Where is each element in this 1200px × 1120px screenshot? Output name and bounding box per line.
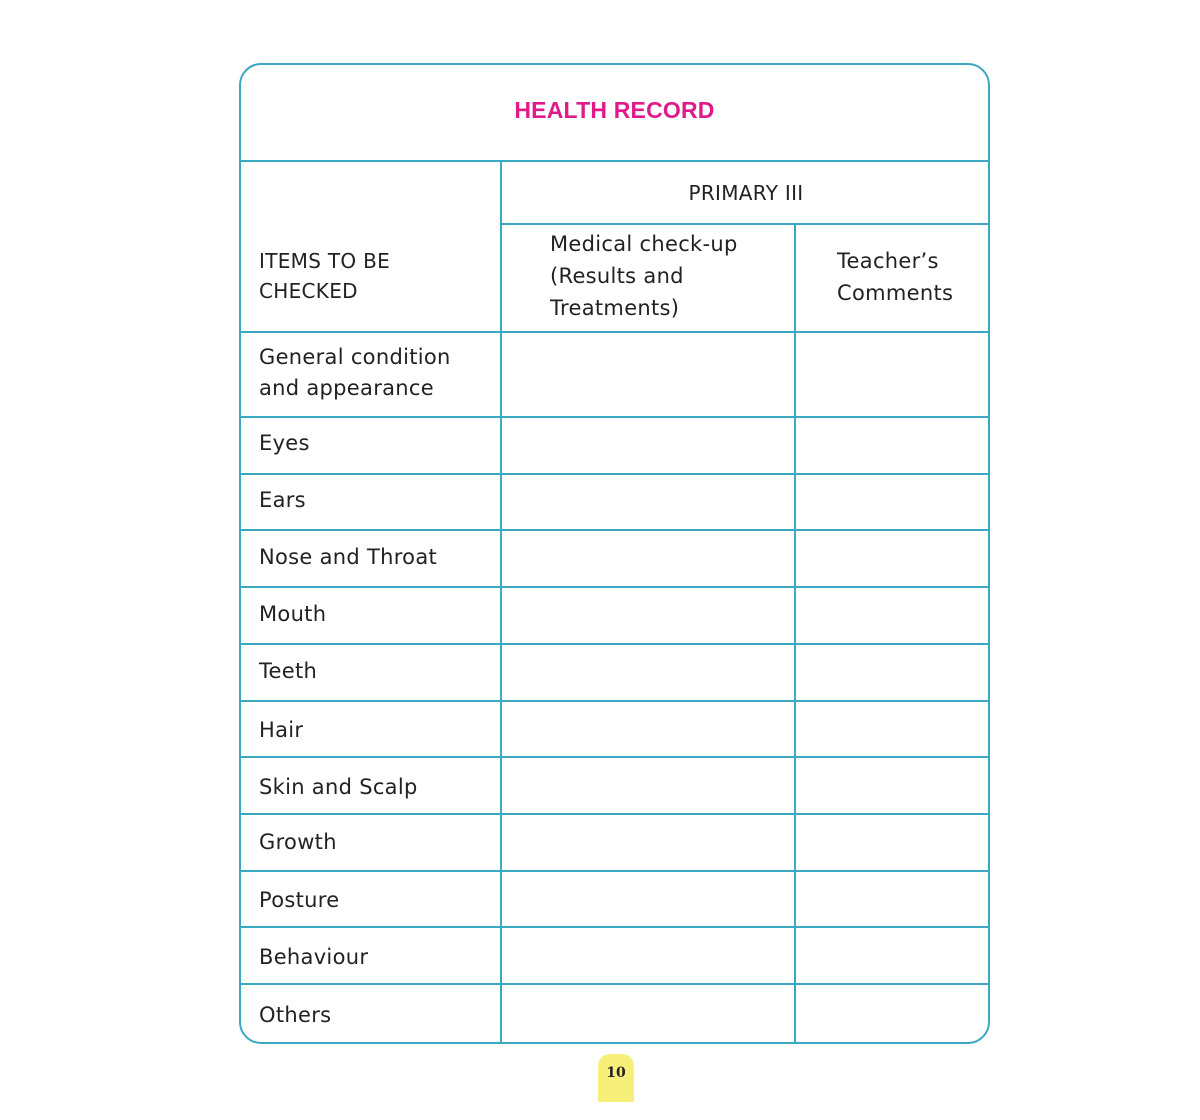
header-divider-grade bbox=[500, 223, 990, 225]
medical-checkup-header: Medical check-up (Results and Treatments) bbox=[550, 232, 738, 320]
row-divider bbox=[241, 870, 990, 872]
row-divider bbox=[241, 700, 990, 702]
row-divider bbox=[241, 586, 990, 588]
item-general-condition: General condition and appearance bbox=[259, 345, 451, 400]
header-divider-bottom bbox=[241, 331, 990, 333]
item-posture: Posture bbox=[259, 888, 340, 912]
item-ears: Ears bbox=[259, 488, 306, 512]
grade-header: PRIMARY III bbox=[688, 181, 804, 205]
item-mouth: Mouth bbox=[259, 602, 327, 626]
item-growth: Growth bbox=[259, 830, 337, 854]
row-divider bbox=[241, 983, 990, 985]
item-teeth: Teeth bbox=[259, 659, 318, 683]
item-hair: Hair bbox=[259, 718, 304, 742]
page-number-tab bbox=[598, 1054, 634, 1102]
page-number: 10 bbox=[606, 1065, 626, 1081]
items-header: ITEMS TO BE CHECKED bbox=[259, 249, 391, 303]
item-others: Others bbox=[259, 1003, 332, 1027]
row-divider bbox=[241, 529, 990, 531]
item-skin-scalp: Skin and Scalp bbox=[259, 775, 418, 799]
row-divider bbox=[241, 473, 990, 475]
column-divider-2 bbox=[794, 224, 796, 1044]
row-divider bbox=[241, 813, 990, 815]
row-divider bbox=[241, 416, 990, 418]
item-behaviour: Behaviour bbox=[259, 945, 369, 969]
item-eyes: Eyes bbox=[259, 431, 310, 455]
column-divider-1 bbox=[500, 162, 502, 1044]
health-record-table bbox=[239, 63, 990, 1044]
row-divider bbox=[241, 643, 990, 645]
title-bar bbox=[241, 65, 988, 162]
teacher-comments-header: Teacher’s Comments bbox=[837, 249, 954, 305]
page-title: HEALTH RECORD bbox=[514, 97, 715, 123]
row-divider bbox=[241, 926, 990, 928]
row-divider bbox=[241, 756, 990, 758]
item-nose-throat: Nose and Throat bbox=[259, 545, 438, 569]
